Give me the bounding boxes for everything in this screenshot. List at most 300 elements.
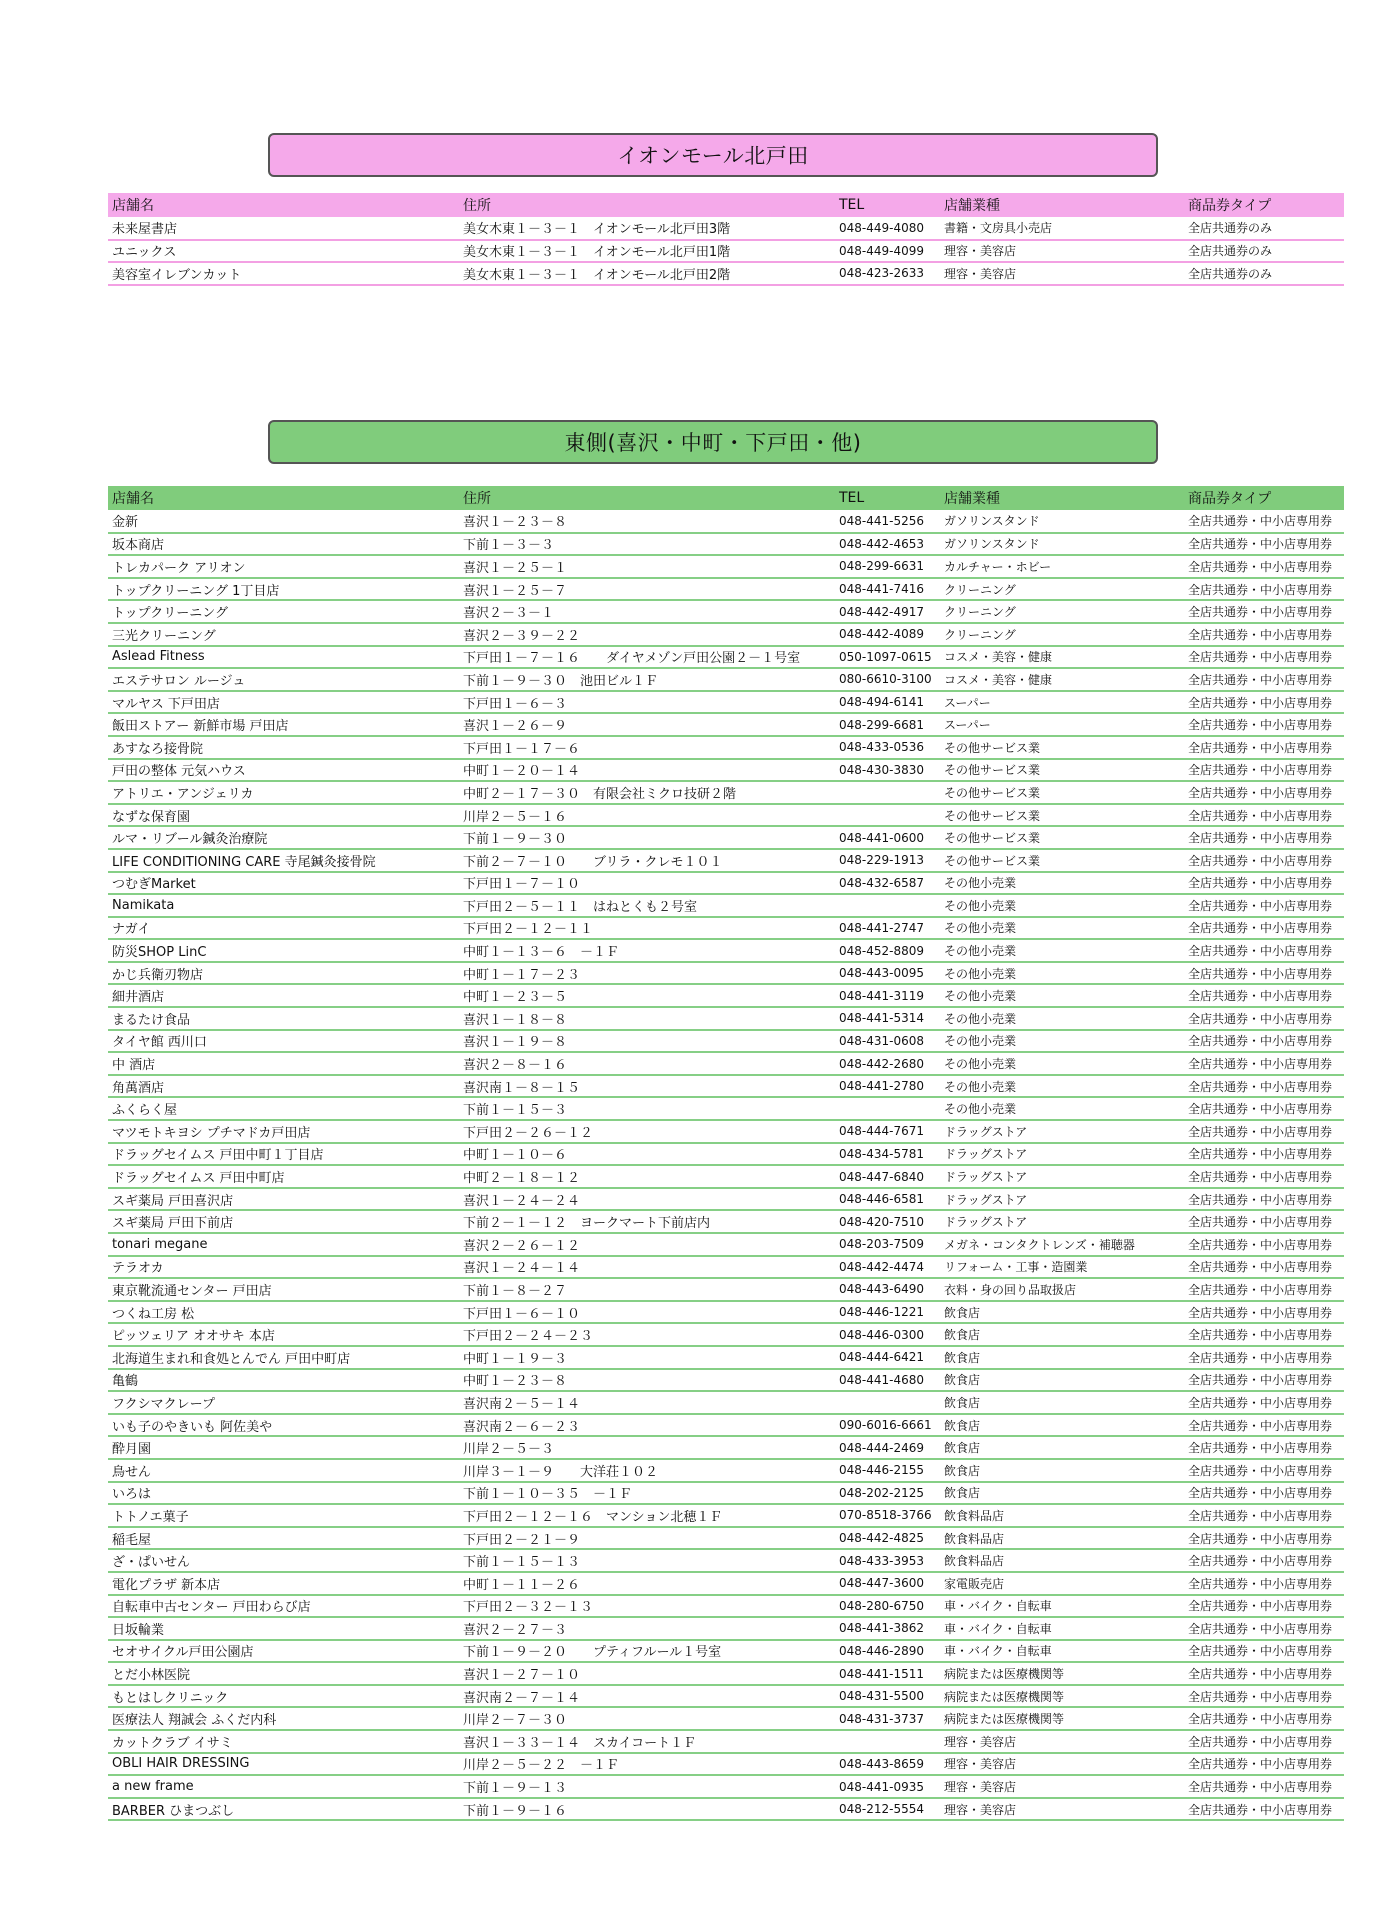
voucher-type-cell: 全店共通券・中小店専用券 bbox=[1188, 1147, 1333, 1162]
header-store-name: 店舗名 bbox=[112, 198, 154, 214]
category-cell: 車・バイク・自転車 bbox=[944, 1644, 1052, 1659]
tel-cell: 048-431-3737 bbox=[839, 1711, 925, 1726]
store-name-cell: ナガイ bbox=[112, 922, 151, 938]
tel-cell: 048-299-6631 bbox=[839, 559, 925, 574]
voucher-type-cell: 全店共通券・中小店専用券 bbox=[1188, 718, 1333, 733]
table-row bbox=[108, 1301, 1344, 1324]
voucher-type-cell: 全店共通券・中小店専用券 bbox=[1188, 582, 1333, 597]
table-row bbox=[108, 1391, 1344, 1414]
table-row bbox=[108, 217, 1344, 240]
category-cell: ドラッグストア bbox=[944, 1170, 1028, 1185]
category-cell: クリーニング bbox=[944, 627, 1016, 642]
voucher-type-cell: 全店共通券・中小店専用券 bbox=[1188, 537, 1333, 552]
table-row bbox=[108, 1595, 1344, 1618]
category-cell: その他サービス業 bbox=[944, 785, 1041, 800]
tel-cell: 048-441-4680 bbox=[839, 1372, 925, 1387]
east-table-body bbox=[108, 510, 1344, 1820]
tel-cell: 048-443-8659 bbox=[839, 1756, 925, 1771]
store-name-cell: フクシマクレープ bbox=[112, 1396, 215, 1412]
tel-cell: 048-431-0608 bbox=[839, 1033, 925, 1048]
store-name-cell: とだ小林医院 bbox=[112, 1668, 191, 1684]
table-row bbox=[108, 1662, 1344, 1685]
voucher-type-cell: 全店共通券・中小店専用券 bbox=[1188, 1260, 1333, 1275]
address-cell: 下前１－９－１６ bbox=[463, 1803, 568, 1819]
voucher-type-cell: 全店共通券・中小店専用券 bbox=[1188, 1328, 1333, 1343]
tel-cell: 048-442-4825 bbox=[839, 1531, 925, 1546]
category-cell: コスメ・美容・健康 bbox=[944, 650, 1053, 665]
voucher-type-cell: 全店共通券・中小店専用券 bbox=[1188, 1079, 1333, 1094]
header-address: 住所 bbox=[463, 198, 491, 214]
store-name-cell: LIFE CONDITIONING CARE 寺尾鍼灸接骨院 bbox=[112, 854, 376, 870]
address-cell: 下戸田２－１２－１１ bbox=[463, 922, 594, 938]
table-row bbox=[108, 849, 1344, 872]
category-cell: その他サービス業 bbox=[944, 831, 1041, 846]
category-cell: その他サービス業 bbox=[944, 808, 1041, 823]
category-cell: その他小売業 bbox=[944, 1102, 1017, 1117]
tel-cell: 048-441-5256 bbox=[839, 513, 925, 528]
table-row bbox=[108, 1165, 1344, 1188]
voucher-type-cell: 全店共通券・中小店専用券 bbox=[1188, 1192, 1333, 1207]
address-cell: 下前１－３－３ bbox=[463, 538, 555, 554]
voucher-type-cell: 全店共通券・中小店専用券 bbox=[1188, 1057, 1333, 1072]
tel-cell: 048-446-2155 bbox=[839, 1463, 925, 1478]
tel-cell bbox=[835, 894, 940, 917]
tel-cell: 050-1097-0615 bbox=[839, 649, 932, 664]
category-cell: 飲食店 bbox=[944, 1463, 981, 1478]
voucher-type-cell: 全店共通券・中小店専用券 bbox=[1188, 1011, 1333, 1026]
category-cell: 飲食店 bbox=[944, 1350, 981, 1365]
store-name-cell: 酔月園 bbox=[112, 1442, 152, 1458]
table-row bbox=[108, 917, 1344, 940]
address-cell: 下前１－９－２０ プティフルール１号室 bbox=[463, 1645, 722, 1661]
table-row bbox=[108, 1007, 1344, 1030]
header-category: 店舗業種 bbox=[944, 198, 1000, 214]
store-name-cell: 日坂輪業 bbox=[112, 1622, 165, 1638]
category-cell: 飲食料品店 bbox=[944, 1554, 1005, 1569]
tel-cell: 048-203-7509 bbox=[839, 1237, 925, 1252]
tel-cell: 090-6016-6661 bbox=[839, 1418, 932, 1433]
tel-cell: 048-443-0095 bbox=[839, 966, 925, 981]
voucher-type-cell: 全店共通券・中小店専用券 bbox=[1188, 1599, 1333, 1614]
table-row bbox=[108, 1707, 1344, 1730]
east-store-table bbox=[108, 486, 1344, 1821]
table-row bbox=[108, 759, 1344, 782]
category-cell: 衣料・身の回り品取扱店 bbox=[944, 1282, 1077, 1297]
category-cell: 病院または医療機関等 bbox=[944, 1689, 1065, 1704]
category-cell: 書籍・文房具小売店 bbox=[944, 221, 1053, 236]
table-header-row bbox=[108, 193, 1344, 217]
address-cell: 喜沢１－１８－８ bbox=[463, 1012, 568, 1028]
voucher-type-cell: 全店共通券・中小店専用券 bbox=[1188, 921, 1333, 936]
table-row bbox=[108, 804, 1344, 827]
store-name-cell: ふくらく屋 bbox=[112, 1103, 178, 1119]
voucher-type-cell: 全店共通券・中小店専用券 bbox=[1188, 695, 1333, 710]
store-name-cell: あすなろ接骨院 bbox=[112, 741, 204, 757]
table-row bbox=[108, 668, 1344, 691]
store-name-cell: 防災SHOP LinC bbox=[112, 945, 207, 961]
header-tel: TEL bbox=[839, 197, 865, 213]
address-cell: 下戸田１－１７－６ bbox=[463, 741, 581, 757]
tel-cell bbox=[835, 1097, 940, 1120]
tel-cell: 048-442-4653 bbox=[839, 536, 925, 551]
voucher-type-cell: 全店共通券・中小店専用券 bbox=[1188, 1802, 1333, 1817]
aeon-store-table bbox=[108, 193, 1344, 286]
table-row bbox=[108, 646, 1344, 669]
tel-cell: 048-441-1511 bbox=[839, 1666, 925, 1681]
store-name-cell: 東京靴流通センター 戸田店 bbox=[112, 1283, 272, 1299]
voucher-type-cell: 全店共通券・中小店専用券 bbox=[1188, 1734, 1333, 1749]
tel-cell: 048-441-7416 bbox=[839, 582, 925, 597]
table-row bbox=[108, 510, 1344, 533]
voucher-type-cell: 全店共通券のみ bbox=[1188, 266, 1273, 281]
tel-cell: 048-441-3119 bbox=[839, 988, 925, 1003]
tel-cell: 048-442-4917 bbox=[839, 604, 925, 619]
category-cell: 病院または医療機関等 bbox=[944, 1667, 1065, 1682]
voucher-type-cell: 全店共通券・中小店専用券 bbox=[1188, 898, 1333, 913]
tel-cell: 048-444-6421 bbox=[839, 1350, 925, 1365]
voucher-type-cell: 全店共通券・中小店専用券 bbox=[1188, 1712, 1333, 1727]
address-cell: 下戸田２－２６－１２ bbox=[463, 1125, 594, 1141]
store-name-cell: 角萬酒店 bbox=[112, 1080, 165, 1096]
table-row bbox=[108, 240, 1344, 263]
table-row bbox=[108, 623, 1344, 646]
tel-cell: 048-432-6587 bbox=[839, 875, 925, 890]
address-cell: 美女木東１－３－１ イオンモール北戸田2階 bbox=[463, 267, 731, 283]
store-name-cell: 電化プラザ 新本店 bbox=[112, 1577, 221, 1593]
address-cell: 喜沢１－２５－１ bbox=[463, 560, 568, 576]
table-row bbox=[108, 1775, 1344, 1798]
table-row bbox=[108, 826, 1344, 849]
table-row bbox=[108, 578, 1344, 601]
address-cell: 下戸田２－２１－９ bbox=[463, 1532, 581, 1548]
table-row bbox=[108, 781, 1344, 804]
tel-cell: 048-446-2890 bbox=[839, 1643, 925, 1658]
address-cell: 喜沢１－２７－１０ bbox=[463, 1668, 581, 1684]
voucher-type-cell: 全店共通券・中小店専用券 bbox=[1188, 1463, 1333, 1478]
table-row bbox=[108, 1482, 1344, 1505]
voucher-type-cell: 全店共通券・中小店専用券 bbox=[1188, 650, 1333, 665]
category-cell: 車・バイク・自転車 bbox=[944, 1621, 1052, 1636]
voucher-type-cell: 全店共通券・中小店専用券 bbox=[1188, 1441, 1333, 1456]
voucher-type-cell: 全店共通券・中小店専用券 bbox=[1188, 808, 1333, 823]
section-title-aeon: イオンモール北戸田 bbox=[268, 133, 1158, 177]
table-row bbox=[108, 1323, 1344, 1346]
store-name-cell: 美容室イレブンカット bbox=[112, 267, 242, 283]
address-cell: 喜沢１－２６－９ bbox=[463, 719, 568, 735]
tel-cell: 048-449-4099 bbox=[839, 243, 925, 258]
address-cell: 中町２－１８－１２ bbox=[463, 1171, 581, 1187]
header-voucher-type: 商品券タイプ bbox=[1188, 491, 1272, 507]
voucher-type-cell: 全店共通券・中小店専用券 bbox=[1188, 559, 1333, 574]
table-row bbox=[108, 1753, 1344, 1776]
address-cell: 中町１－１３－６ －１Ｆ bbox=[463, 945, 620, 961]
category-cell: ドラッグストア bbox=[944, 1124, 1028, 1139]
voucher-type-cell: 全店共通券・中小店専用券 bbox=[1188, 1621, 1333, 1636]
store-name-cell: スギ薬局 戸田喜沢店 bbox=[112, 1193, 234, 1209]
table-row bbox=[108, 1730, 1344, 1753]
category-cell: その他小売業 bbox=[944, 898, 1017, 913]
address-cell: 喜沢２－２７－３ bbox=[463, 1622, 568, 1638]
table-row bbox=[108, 533, 1344, 556]
category-cell: クリーニング bbox=[944, 582, 1016, 597]
store-name-cell: 稲毛屋 bbox=[112, 1532, 152, 1548]
tel-cell: 048-441-0935 bbox=[839, 1779, 925, 1794]
voucher-type-cell: 全店共通券・中小店専用券 bbox=[1188, 876, 1333, 891]
category-cell: ドラッグストア bbox=[944, 1192, 1028, 1207]
store-name-cell: まるたけ食品 bbox=[112, 1012, 191, 1028]
voucher-type-cell: 全店共通券・中小店専用券 bbox=[1188, 1576, 1333, 1591]
store-name-cell: トトノエ菓子 bbox=[112, 1509, 189, 1525]
tel-cell bbox=[835, 1391, 940, 1414]
category-cell: 飲食店 bbox=[944, 1418, 981, 1433]
voucher-type-cell: 全店共通券・中小店専用券 bbox=[1188, 627, 1333, 642]
tel-cell: 048-280-6750 bbox=[839, 1598, 925, 1613]
table-row bbox=[108, 555, 1344, 578]
store-name-cell: もとはしクリニック bbox=[112, 1690, 229, 1706]
address-cell: 喜沢２－３－１ bbox=[463, 606, 555, 622]
category-cell: その他小売業 bbox=[944, 1034, 1017, 1049]
store-name-cell: つむぎMarket bbox=[112, 877, 196, 893]
store-name-cell: 細井酒店 bbox=[112, 990, 165, 1006]
tel-cell: 070-8518-3766 bbox=[839, 1508, 932, 1523]
address-cell: 中町１－１７－２３ bbox=[463, 967, 581, 983]
voucher-type-cell: 全店共通券・中小店専用券 bbox=[1188, 944, 1333, 959]
table-row bbox=[108, 1233, 1344, 1256]
voucher-type-cell: 全店共通券・中小店専用券 bbox=[1188, 1282, 1333, 1297]
address-cell: 下戸田１－７－１０ bbox=[463, 877, 581, 893]
voucher-type-cell: 全店共通券・中小店専用券 bbox=[1188, 1373, 1333, 1388]
store-name-cell: トレカパーク アリオン bbox=[112, 560, 246, 576]
address-cell: 下前２－１－１２ ヨークマート下前店内 bbox=[463, 1216, 711, 1232]
category-cell: 飲食店 bbox=[944, 1328, 981, 1343]
category-cell: ドラッグストア bbox=[944, 1215, 1028, 1230]
store-name-cell: いも子のやきいも 阿佐美や bbox=[112, 1419, 273, 1435]
voucher-type-cell: 全店共通券・中小店専用券 bbox=[1188, 1350, 1333, 1365]
tel-cell: 080-6610-3100 bbox=[839, 672, 932, 687]
category-cell: コスメ・美容・健康 bbox=[944, 672, 1053, 687]
category-cell: クリーニング bbox=[944, 605, 1016, 620]
address-cell: 中町１－２０－１４ bbox=[463, 764, 581, 780]
table-row bbox=[108, 894, 1344, 917]
table-row bbox=[108, 600, 1344, 623]
category-cell: その他小売業 bbox=[944, 1057, 1017, 1072]
store-name-cell: 亀鶴 bbox=[112, 1374, 139, 1390]
voucher-type-cell: 全店共通券・中小店専用券 bbox=[1188, 966, 1333, 981]
store-name-cell: OBLI HAIR DRESSING bbox=[112, 1756, 250, 1772]
category-cell: カルチャー・ホビー bbox=[944, 559, 1052, 574]
category-cell: 理容・美容店 bbox=[944, 244, 1017, 259]
store-name-cell: ユニックス bbox=[112, 245, 177, 261]
voucher-type-cell: 全店共通券・中小店専用券 bbox=[1188, 1102, 1333, 1117]
voucher-type-cell: 全店共通券・中小店専用券 bbox=[1188, 1667, 1333, 1682]
store-name-cell: なずな保育園 bbox=[112, 809, 191, 825]
voucher-type-cell: 全店共通券・中小店専用券 bbox=[1188, 1237, 1333, 1252]
table-row bbox=[108, 713, 1344, 736]
tel-cell: 048-447-6840 bbox=[839, 1169, 925, 1184]
voucher-type-cell: 全店共通券・中小店専用券 bbox=[1188, 605, 1333, 620]
tel-cell: 048-449-4080 bbox=[839, 220, 925, 235]
category-cell: ガソリンスタンド bbox=[944, 537, 1040, 552]
table-row bbox=[108, 872, 1344, 895]
store-name-cell: かじ兵衛刃物店 bbox=[112, 967, 204, 983]
table-row bbox=[108, 736, 1344, 759]
voucher-type-cell: 全店共通券・中小店専用券 bbox=[1188, 853, 1333, 868]
store-name-cell: エステサロン ルージュ bbox=[112, 673, 246, 689]
tel-cell: 048-441-5314 bbox=[839, 1011, 925, 1026]
table-row bbox=[108, 1527, 1344, 1550]
store-name-cell: マルヤス 下戸田店 bbox=[112, 696, 220, 712]
address-cell: 中町１－１９－３ bbox=[463, 1351, 568, 1367]
category-cell: 飲食料品店 bbox=[944, 1531, 1005, 1546]
category-cell: 理容・美容店 bbox=[944, 1780, 1017, 1795]
tel-cell: 048-441-2747 bbox=[839, 920, 925, 935]
voucher-type-cell: 全店共通券・中小店専用券 bbox=[1188, 1124, 1333, 1139]
tel-cell: 048-441-3862 bbox=[839, 1621, 925, 1636]
table-row bbox=[108, 984, 1344, 1007]
voucher-type-cell: 全店共通券・中小店専用券 bbox=[1188, 1508, 1333, 1523]
address-cell: 喜沢１－２４－２４ bbox=[463, 1193, 581, 1209]
voucher-type-cell: 全店共通券・中小店専用券 bbox=[1188, 763, 1333, 778]
category-cell: その他サービス業 bbox=[944, 853, 1041, 868]
table-row bbox=[108, 1504, 1344, 1527]
store-name-cell: マツモトキヨシ プチマドカ戸田店 bbox=[112, 1125, 311, 1141]
category-cell: 飲食店 bbox=[944, 1373, 981, 1388]
tel-cell bbox=[835, 781, 940, 804]
address-cell: 喜沢２－３９－２２ bbox=[463, 628, 581, 644]
address-cell: 下前１－１５－１３ bbox=[463, 1555, 581, 1571]
tel-cell: 048-444-7671 bbox=[839, 1124, 925, 1139]
voucher-type-cell: 全店共通券・中小店専用券 bbox=[1188, 1418, 1333, 1433]
category-cell: その他小売業 bbox=[944, 1011, 1017, 1026]
tel-cell: 048-443-6490 bbox=[839, 1282, 925, 1297]
voucher-type-cell: 全店共通券のみ bbox=[1188, 221, 1273, 236]
table-row bbox=[108, 1188, 1344, 1211]
table-row bbox=[108, 1097, 1344, 1120]
address-cell: 喜沢南１－８－１５ bbox=[463, 1080, 581, 1096]
tel-cell: 048-446-1221 bbox=[839, 1305, 925, 1320]
store-name-cell: Aslead Fitness bbox=[112, 649, 205, 665]
category-cell: 病院または医療機関等 bbox=[944, 1712, 1065, 1727]
address-cell: 下前１－９－１３ bbox=[463, 1781, 568, 1797]
tel-cell: 048-430-3830 bbox=[839, 762, 925, 777]
category-cell: 理容・美容店 bbox=[944, 1757, 1017, 1772]
store-name-cell: Namikata bbox=[112, 897, 175, 913]
address-cell: 中町１－１１－２６ bbox=[463, 1577, 581, 1593]
table-row bbox=[108, 1414, 1344, 1437]
store-name-cell: 鳥せん bbox=[112, 1464, 152, 1480]
header-address: 住所 bbox=[463, 491, 491, 507]
store-name-cell: カットクラブ イサミ bbox=[112, 1735, 233, 1751]
store-name-cell: ルマ・リブール鍼灸治療院 bbox=[112, 832, 268, 848]
address-cell: 下前１－１０－３５ －１Ｆ bbox=[463, 1487, 633, 1503]
header-voucher-type: 商品券タイプ bbox=[1188, 198, 1272, 214]
tel-cell: 048-433-3953 bbox=[839, 1553, 925, 1568]
address-cell: 下戸田２－２４－２３ bbox=[463, 1329, 594, 1345]
voucher-type-cell: 全店共通券・中小店専用券 bbox=[1188, 989, 1333, 1004]
store-name-cell: ピッツェリア オオサキ 本店 bbox=[112, 1329, 275, 1345]
table-row bbox=[108, 1369, 1344, 1392]
category-cell: その他小売業 bbox=[944, 1079, 1017, 1094]
tel-cell: 048-434-5781 bbox=[839, 1146, 925, 1161]
voucher-type-cell: 全店共通券・中小店専用券 bbox=[1188, 1305, 1333, 1320]
address-cell: 下戸田２－１２－１６ マンション北穂１Ｆ bbox=[463, 1509, 723, 1525]
category-cell: その他小売業 bbox=[944, 966, 1017, 981]
voucher-type-cell: 全店共通券・中小店専用券 bbox=[1188, 1034, 1333, 1049]
store-name-cell: タイヤ館 西川口 bbox=[112, 1035, 207, 1051]
category-cell: 車・バイク・自転車 bbox=[944, 1599, 1052, 1614]
category-cell: 飲食店 bbox=[944, 1486, 981, 1501]
store-name-cell: トップクリーニング bbox=[112, 606, 228, 622]
store-name-cell: 三光クリーニング bbox=[112, 628, 216, 644]
tel-cell: 048-442-4089 bbox=[839, 627, 925, 642]
store-name-cell: BARBER ひまつぶし bbox=[112, 1803, 235, 1819]
table-row bbox=[108, 939, 1344, 962]
header-store-name: 店舗名 bbox=[112, 491, 154, 507]
table-row bbox=[108, 962, 1344, 985]
table-row bbox=[108, 1617, 1344, 1640]
aeon-table-body bbox=[108, 217, 1344, 285]
tel-cell: 048-442-2680 bbox=[839, 1056, 925, 1071]
store-name-cell: いろは bbox=[112, 1487, 152, 1503]
voucher-type-cell: 全店共通券・中小店専用券 bbox=[1188, 1531, 1333, 1546]
tel-cell bbox=[835, 804, 940, 827]
voucher-type-cell: 全店共通券・中小店専用券 bbox=[1188, 740, 1333, 755]
store-name-cell: スギ薬局 戸田下前店 bbox=[112, 1216, 234, 1232]
address-cell: 喜沢１－１９－８ bbox=[463, 1035, 568, 1051]
store-name-cell: セオサイクル戸田公園店 bbox=[112, 1645, 254, 1661]
voucher-type-cell: 全店共通券・中小店専用券 bbox=[1188, 1780, 1333, 1795]
store-name-cell: ざ・ぱいせん bbox=[112, 1555, 191, 1571]
tel-cell: 048-202-2125 bbox=[839, 1485, 925, 1500]
address-cell: 下戸田１－６－３ bbox=[463, 696, 568, 712]
category-cell: スーパー bbox=[944, 695, 991, 710]
store-name-cell: つくね工房 松 bbox=[112, 1306, 195, 1322]
table-row bbox=[108, 1030, 1344, 1053]
header-tel: TEL bbox=[839, 490, 865, 506]
address-cell: 喜沢１－２３－８ bbox=[463, 515, 568, 531]
voucher-type-cell: 全店共通券・中小店専用券 bbox=[1188, 1170, 1333, 1185]
store-name-cell: 飯田ストアー 新鮮市場 戸田店 bbox=[112, 719, 289, 735]
store-name-cell: ドラッグセイムス 戸田中町１丁目店 bbox=[112, 1148, 324, 1164]
table-row bbox=[108, 1052, 1344, 1075]
voucher-type-cell: 全店共通券・中小店専用券 bbox=[1188, 1644, 1333, 1659]
address-cell: 美女木東１－３－１ イオンモール北戸田1階 bbox=[463, 245, 731, 261]
table-row bbox=[108, 1459, 1344, 1482]
table-row bbox=[108, 1640, 1344, 1663]
tel-cell: 048-431-5500 bbox=[839, 1689, 925, 1704]
store-name-cell: テラオカ bbox=[112, 1261, 164, 1277]
tel-cell: 048-444-2469 bbox=[839, 1440, 925, 1455]
address-cell: 中町１－２３－５ bbox=[463, 990, 568, 1006]
category-cell: 理容・美容店 bbox=[944, 1734, 1017, 1749]
category-cell: ドラッグストア bbox=[944, 1147, 1028, 1162]
category-cell: 家電販売店 bbox=[944, 1576, 1005, 1591]
table-row bbox=[108, 691, 1344, 714]
category-cell: ガソリンスタンド bbox=[944, 514, 1040, 529]
category-cell: 理容・美容店 bbox=[944, 1802, 1017, 1817]
voucher-type-cell: 全店共通券・中小店専用券 bbox=[1188, 672, 1333, 687]
voucher-type-cell: 全店共通券・中小店専用券 bbox=[1188, 1757, 1333, 1772]
address-cell: 川岸２－５－３ bbox=[463, 1442, 555, 1458]
category-cell: 飲食店 bbox=[944, 1395, 981, 1410]
table-row bbox=[108, 1549, 1344, 1572]
category-cell: その他サービス業 bbox=[944, 763, 1041, 778]
tel-cell: 048-447-3600 bbox=[839, 1576, 925, 1591]
voucher-type-cell: 全店共通券・中小店専用券 bbox=[1188, 831, 1333, 846]
address-cell: 喜沢１－２４－１４ bbox=[463, 1261, 581, 1277]
voucher-type-cell: 全店共通券・中小店専用券 bbox=[1188, 785, 1333, 800]
tel-cell: 048-442-4474 bbox=[839, 1259, 925, 1274]
